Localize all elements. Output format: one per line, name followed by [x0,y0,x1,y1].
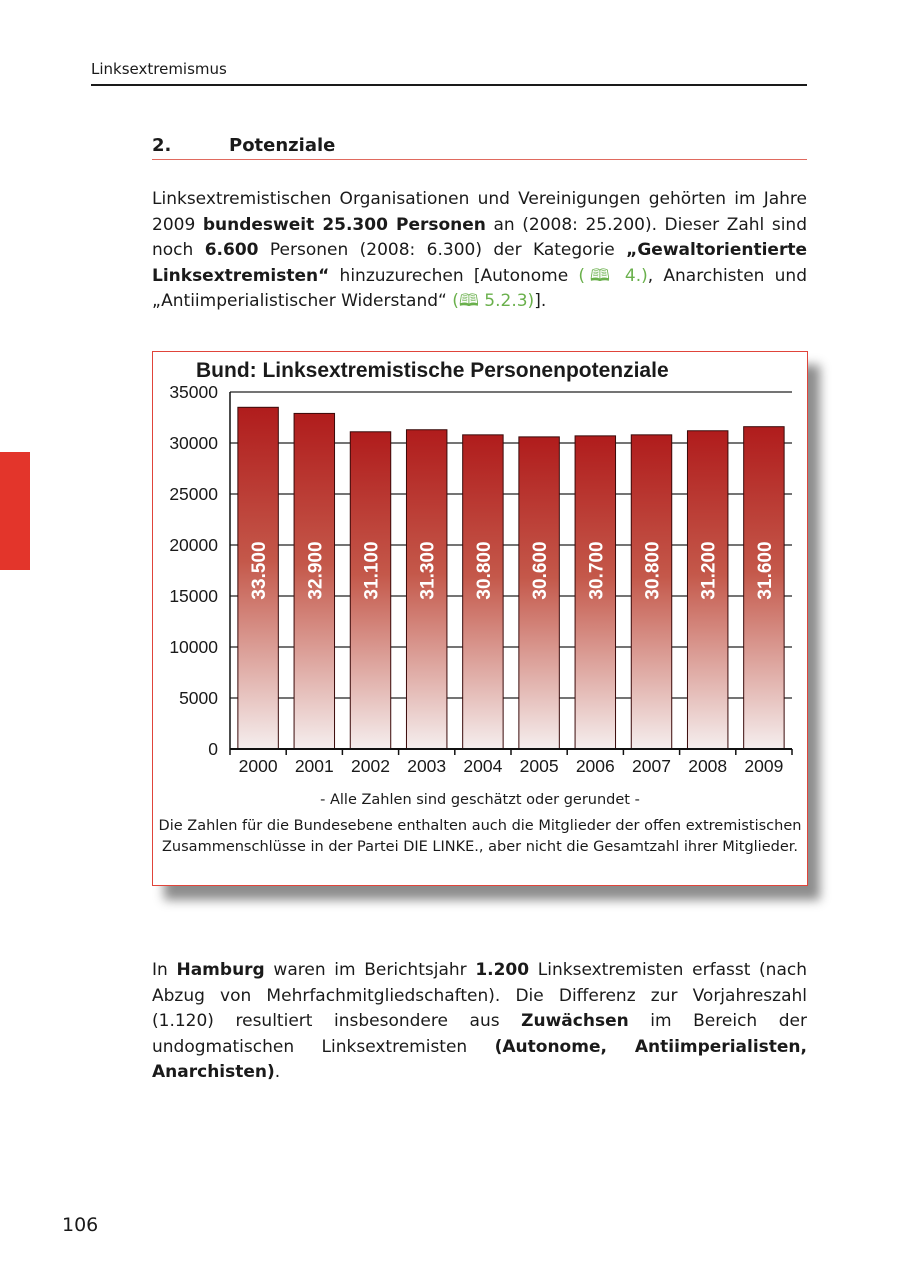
y-tick-label: 35000 [169,382,218,402]
cross-reference-link[interactable]: (🕮 4.) [578,265,648,286]
bold-run: bundesweit 25.300 Personen [202,214,486,235]
cross-reference-link[interactable]: (🕮 5.2.3) [452,291,535,311]
page-number: 106 [62,1214,99,1236]
y-tick-label: 5000 [179,688,218,708]
x-tick-label: 2000 [238,756,278,776]
text-run: Linksextremisten erfasst (nach Abzug von Mehrfachmitgliedschaften). Die Differenz zur Vorjahreszahl (1.120) resultiert insbesondere aus [152,960,807,1031]
bar-value-label: 31.100 [361,541,383,600]
y-tick-label: 20000 [169,535,218,555]
chart-title: Bund: Linksextremistische Personenpotenziale [196,359,669,382]
running-header: Linksextremismus [91,60,227,78]
paragraph-intro [152,187,807,315]
x-tick-label: 2004 [463,756,503,776]
text-run: In [152,960,177,980]
chapter-tab-marker [0,452,30,570]
x-tick-label: 2002 [351,756,390,776]
section-number: 2. [152,135,172,156]
section-title: Potenziale [229,135,336,156]
chart-panel [152,351,808,886]
x-tick-label: 2001 [294,756,334,776]
bold-run: Zuwächsen [521,1011,629,1031]
bar-value-label: 31.300 [417,541,439,600]
x-tick-label: 2007 [632,756,671,776]
bar-value-label: 32.900 [305,541,327,600]
section-rule [152,159,807,160]
bar-value-label: 31.600 [754,541,776,600]
chart-note-estimate: - Alle Zahlen sind geschätzt oder gerundet - [320,792,640,808]
text-run: . [274,1062,281,1082]
x-tick-label: 2008 [688,756,728,776]
bold-run: 1.200 [475,960,530,980]
bold-run: 6.600 [204,240,259,260]
paragraph-hamburg [152,958,807,1086]
bar-value-label: 30.700 [586,541,608,600]
bold-run: „Gewaltorientierte Linksextremisten“ [152,240,808,286]
bar-value-label: 30.600 [530,541,552,600]
header-rule [91,84,807,86]
text-run: Personen (2008: 6.300) der Kategorie [258,240,627,260]
bar-value-label: 30.800 [642,541,664,600]
bar-chart [153,352,807,792]
section-heading [152,135,335,156]
x-tick-label: 2009 [744,756,784,776]
y-tick-label: 30000 [169,433,218,453]
text-run: ]. [534,291,547,311]
text-run: , Anarchisten und „Antiimperialistischer Widerstand“ [152,265,808,311]
x-tick-label: 2006 [575,756,615,776]
y-tick-label: 15000 [169,586,218,606]
text-run: waren im Berichtsjahr [264,960,476,980]
x-tick-label: 2005 [519,756,559,776]
bold-run: Hamburg [176,960,265,980]
text-run: Linksextremistischen Organisationen und Vereinigungen gehörten im Jahre 2009 [152,189,807,235]
bar-value-label: 33.500 [249,541,271,600]
y-tick-label: 0 [208,739,218,759]
text-run: im Bereich der undogmatischen Linksextremisten [152,1011,807,1057]
x-tick-label: 2003 [407,756,447,776]
text-run: an (2008: 25.200). Dieser Zahl sind noch [152,214,807,260]
chart-note-explanation: Die Zahlen für die Bundesebene enthalten auch die Mitglieder der offen extremistischen Zusammenschlüsse in der Partei DIE LINKE., aber nicht die Gesamtzahl ihrer Mitglieder. [158,818,802,855]
bar-value-label: 31.200 [698,541,720,600]
y-tick-label: 25000 [169,484,218,504]
bar-value-label: 30.800 [473,541,495,600]
text-run: hinzuzurechen [Autonome [329,265,579,286]
bold-run: (Autonome, Antiimperialisten, Anarchisten) [152,1036,807,1082]
y-tick-label: 10000 [169,637,218,657]
